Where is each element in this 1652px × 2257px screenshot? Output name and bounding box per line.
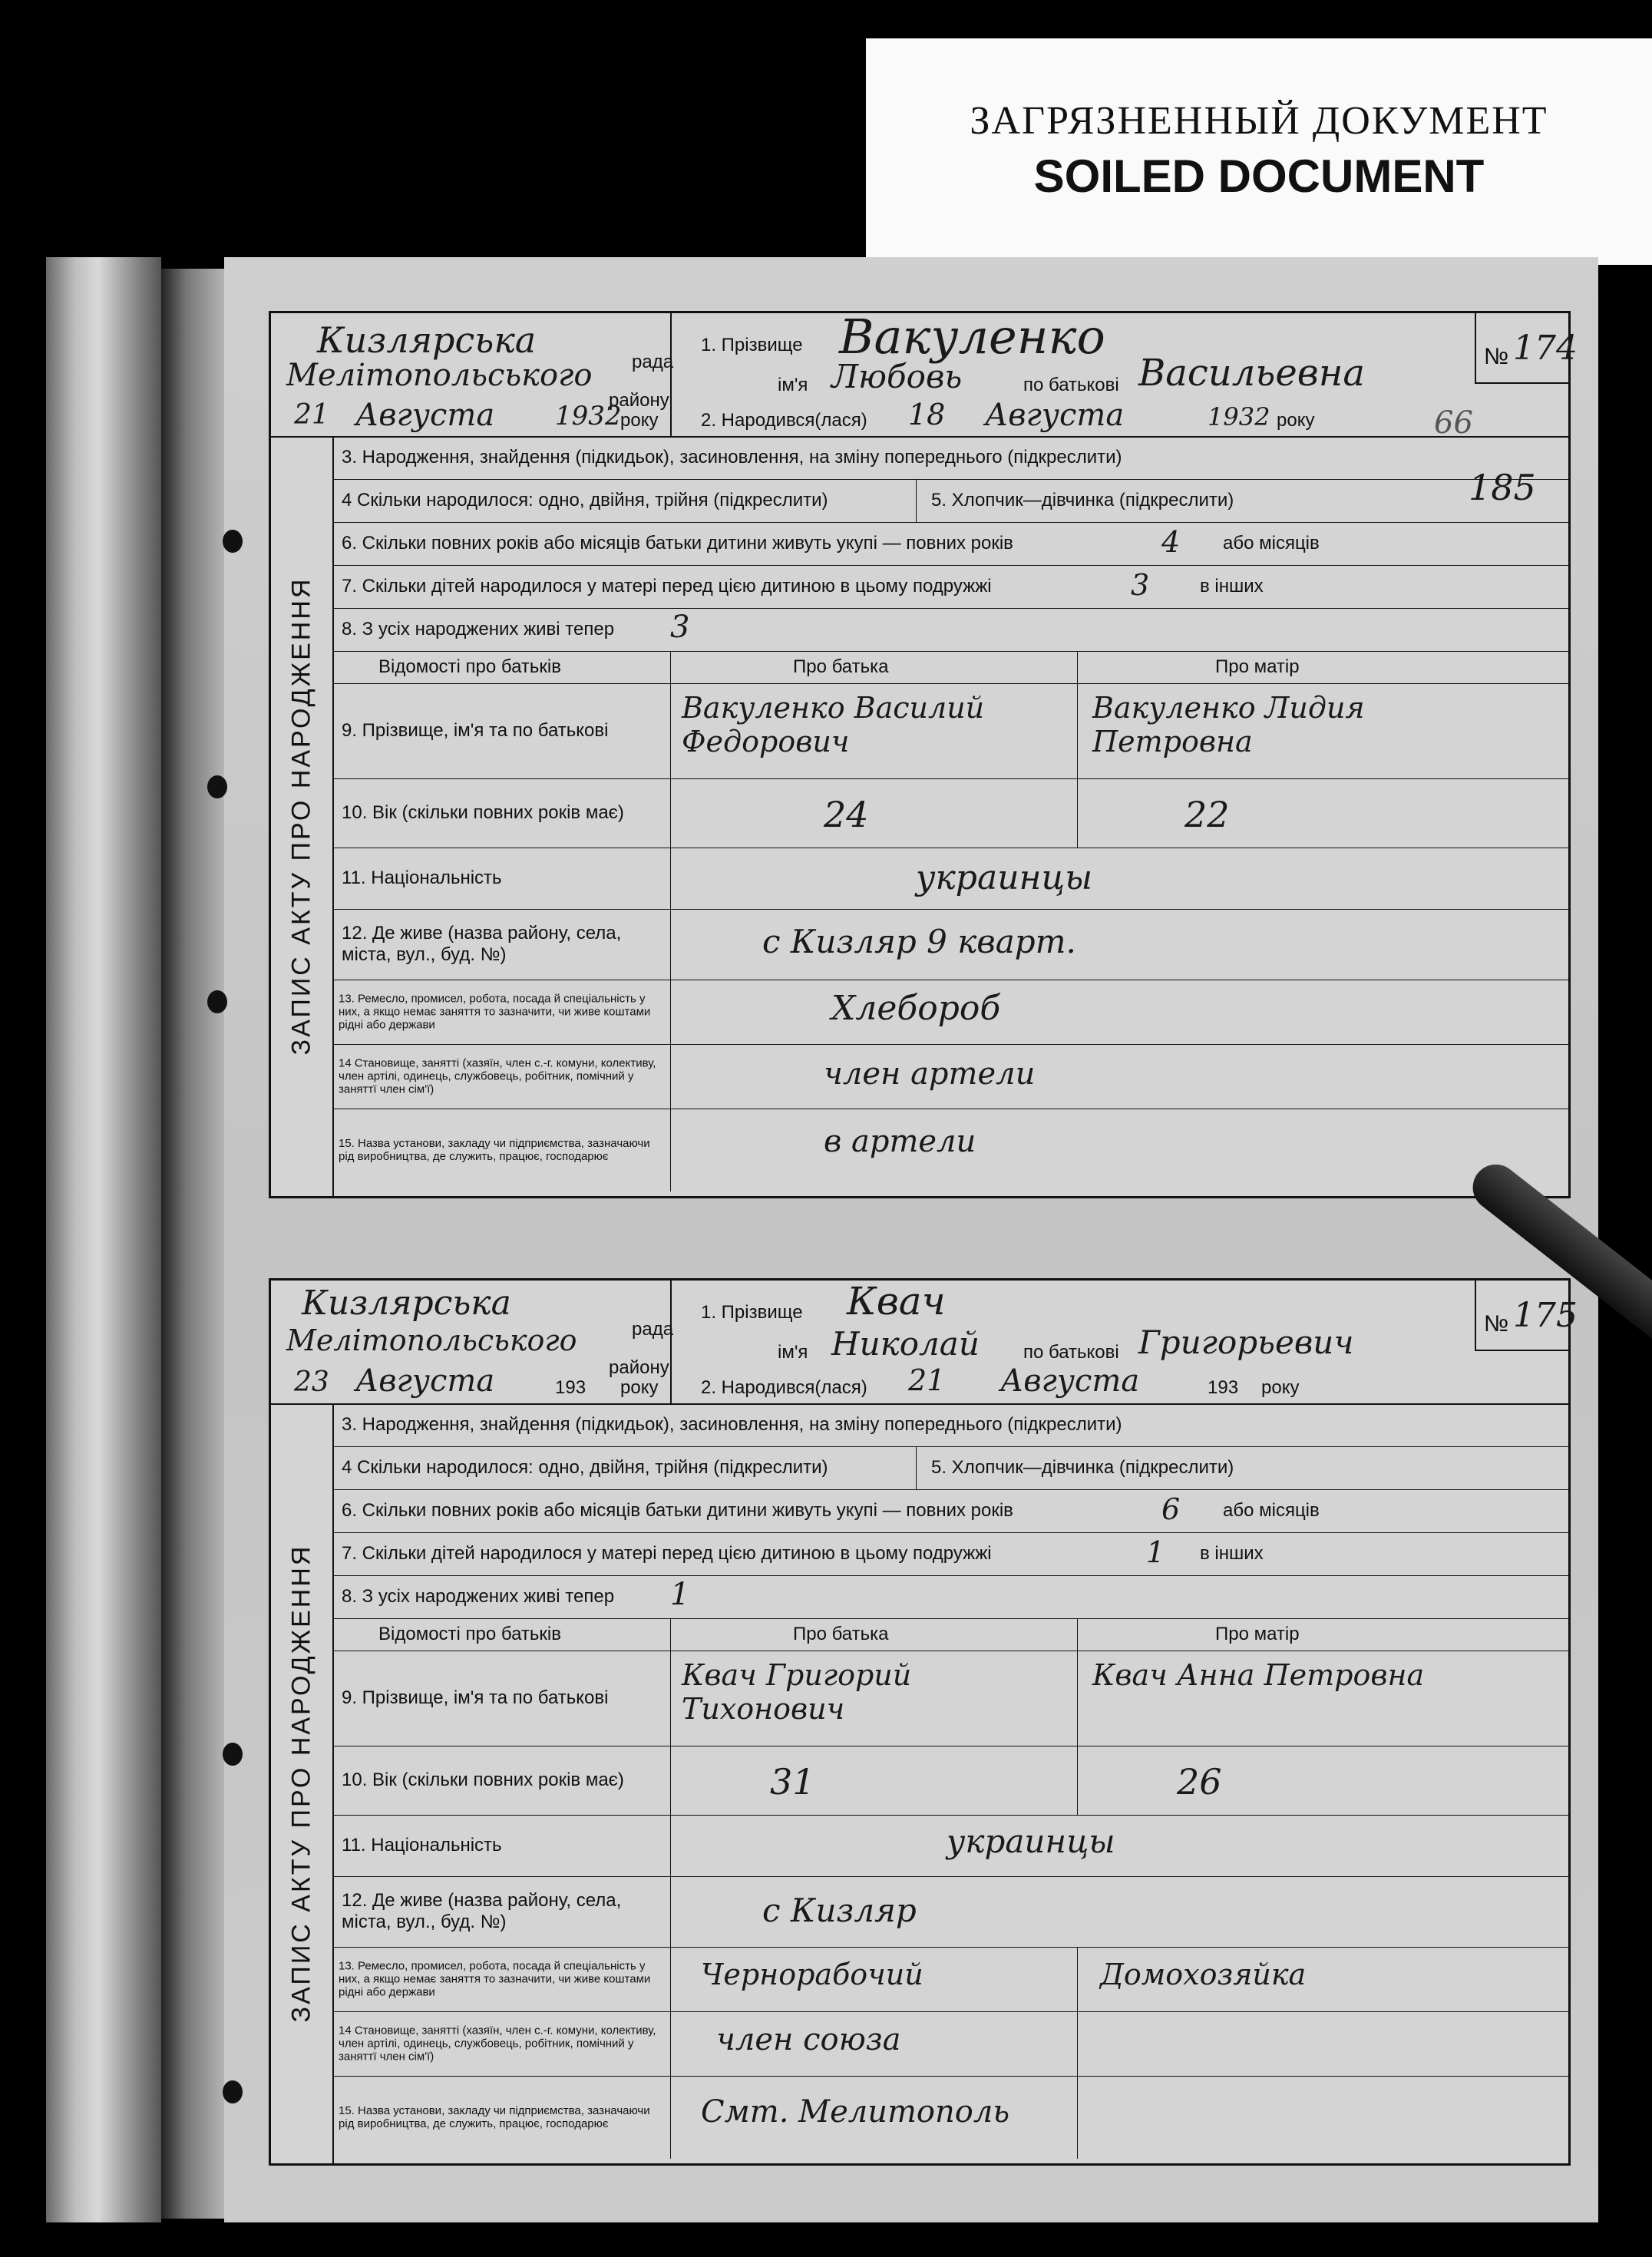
birth-month: Августа (985, 398, 1125, 433)
row-q6: 6. Скільки повних років або місяців батьки дитини живуть укупі — повних років 6 або місяців (332, 1489, 1568, 1533)
birth-year: 1932 (1208, 402, 1270, 431)
children-before: 1 (1146, 1535, 1165, 1569)
margin-note: 185 (1469, 467, 1536, 508)
rada-label: рада (632, 352, 674, 372)
row-q11: 11. Національність украинцы (332, 848, 1568, 910)
record-fields (332, 436, 1568, 1196)
child-patronymic: Васильевна (1138, 352, 1365, 395)
record-number: 175 (1513, 1296, 1578, 1335)
patronymic-label: по батькові (1023, 1342, 1119, 1363)
vertical-title: ЗАПИС АКТУ ПРО НАРОДЖЕННЯ (271, 436, 334, 1196)
number-sign: № (1484, 344, 1509, 369)
record-fields (332, 1403, 1568, 2163)
row-q8: 8. З усіх народжених живі тепер 1 (332, 1575, 1568, 1619)
social-status: член артели (824, 1056, 1036, 1092)
name-label: ім'я (778, 375, 808, 395)
registration-day: 21 (294, 399, 329, 431)
patronymic-label: по батькові (1023, 375, 1119, 395)
row-parents-header: Відомості про батьків Про батька Про матір (332, 651, 1568, 684)
father-age: 24 (824, 794, 869, 835)
residence: с Кизляр 9 кварт. (762, 923, 1076, 960)
social-status: член союза (716, 2022, 901, 2057)
row-q7: 7. Скільки дітей народилося у матері перед цією дитиною в цьому подружжі 3 в інших (332, 565, 1568, 609)
registration-place (271, 1281, 672, 1403)
punch-hole (207, 990, 227, 1013)
row-q8: 8. З усіх народжених живі тепер 3 (332, 608, 1568, 652)
row-parents-header: Відомості про батьків Про батька Про матір (332, 1618, 1568, 1651)
book-binding (46, 257, 161, 2222)
registration-day: 23 (294, 1366, 329, 1398)
record-header (271, 1279, 1578, 1405)
roku-label: року (1261, 1377, 1300, 1398)
row-q9: 9. Прізвище, ім'я та по батькові Вакуленко Василий Федорович Вакуленко Лидия Петровна (332, 683, 1568, 779)
born-label: 2. Народився(лася) (701, 1377, 867, 1398)
row-q10: 10. Вік (скільки повних років має) 31 26 (332, 1746, 1568, 1816)
mother-name: Квач Анна Петровна (1092, 1658, 1425, 1692)
row-q11: 11. Національність украинцы (332, 1815, 1568, 1877)
mother-age: 26 (1177, 1761, 1222, 1803)
workplace: в артели (824, 1124, 976, 1159)
nationality: украинцы (947, 1822, 1115, 1860)
nationality: украинцы (916, 858, 1093, 897)
row-q7: 7. Скільки дітей народилося у матері перед цією дитиною в цьому подружжі 1 в інших (332, 1532, 1568, 1576)
registration-year: 193 (555, 1377, 586, 1398)
row-q13: 13. Ремесло, промисел, робота, посада й спеціальність у них, а якщо немає заняття то зазначити, чи живе коштами рідні або держави Хлебороб (332, 980, 1568, 1045)
label-russian: ЗАГРЯЗНЕННЫЙ ДОКУМЕНТ (970, 99, 1548, 143)
row-q15: 15. Назва установи, закладу чи підприємства, зазначаючи рід виробництва, де служить, працює, господарює Смт. Мелитополь (332, 2076, 1568, 2159)
punch-hole (223, 2080, 243, 2103)
number-sign: № (1484, 1311, 1509, 1337)
years-together: 6 (1161, 1492, 1181, 1526)
surname-label: 1. Прізвище (701, 1302, 803, 1323)
raion-label: району (609, 1357, 669, 1378)
name-label: ім'я (778, 1342, 808, 1363)
father-age: 31 (770, 1761, 815, 1803)
label-english: SOILED DOCUMENT (1033, 150, 1485, 202)
birth-record-175 (269, 1278, 1578, 2166)
child-name: Николай (831, 1325, 980, 1363)
father-occupation: Чернорабочий (701, 1958, 923, 1991)
record-number: 174 (1513, 329, 1578, 368)
binding-shadow (161, 269, 224, 2219)
registration-place (271, 313, 672, 436)
surname-label: 1. Прізвище (701, 335, 803, 355)
residence: с Кизляр (762, 1892, 917, 1929)
mother-age: 22 (1184, 794, 1230, 835)
occupation: Хлебороб (831, 989, 1001, 1028)
row-q12: 12. Де живе (назва району, села, міста, вул., буд. №) с Кизляр 9 кварт. (332, 909, 1568, 980)
vertical-title: ЗАПИС АКТУ ПРО НАРОДЖЕННЯ (271, 1403, 334, 2163)
margin-note: 66 (1434, 405, 1473, 441)
punch-hole (207, 775, 227, 798)
row-q4-q5: 4 Скільки народилося: одно, двійня, трійня (підкреслити) 5. Хлопчик—дівчинка (підкреслити) (332, 1446, 1568, 1490)
row-q6: 6. Скільки повних років або місяців батьки дитини живуть укупі — повних років 4 або місяців (332, 522, 1568, 566)
roku-label: року (620, 410, 659, 431)
rada-label: рада (632, 1319, 674, 1340)
council-name: Кизлярська (302, 1284, 511, 1323)
birth-month: Августа (1000, 1363, 1140, 1399)
row-q14: 14 Становище, занятті (хазяїн, член с.-г. комуни, колективу, член артілі, одинець, службовець, робітник, помічний у заняттї член сім'ї) член союза (332, 2011, 1568, 2077)
registration-year: 1932 (555, 401, 622, 431)
row-q3: 3. Народження, знайдення (підкидьок), засиновлення, на зміну попереднього (підкреслити) (332, 436, 1568, 480)
row-q10: 10. Вік (скільки повних років має) 24 22 (332, 778, 1568, 848)
record-number-box (1475, 313, 1578, 384)
roku-label: року (620, 1377, 659, 1398)
punch-hole (223, 530, 243, 553)
punch-hole (223, 1743, 243, 1766)
row-q4-q5: 4 Скільки народилося: одно, двійня, трійня (підкреслити) 5. Хлопчик—дівчинка (підкреслити) (332, 479, 1568, 523)
living-now: 3 (670, 610, 690, 645)
children-before: 3 (1131, 568, 1150, 602)
registration-month: Августа (355, 1363, 495, 1399)
born-label: 2. Народився(лася) (701, 410, 867, 431)
child-name: Любовь (831, 358, 963, 395)
council-name: Кизлярська (317, 319, 537, 361)
row-q12: 12. Де живе (назва району, села, міста, вул., буд. №) с Кизляр (332, 1876, 1568, 1948)
soiled-document-label (866, 38, 1652, 265)
district-name: Мелітопольського (286, 1323, 577, 1357)
living-now: 1 (670, 1577, 690, 1612)
record-number-box (1475, 1281, 1578, 1351)
raion-label: району (609, 390, 669, 411)
workplace: Смт. Мелитополь (701, 2094, 1010, 2130)
registration-month: Августа (355, 398, 495, 433)
row-q3: 3. Народження, знайдення (підкидьок), засиновлення, на зміну попереднього (підкреслити) (332, 1403, 1568, 1447)
row-q13: 13. Ремесло, промисел, робота, посада й спеціальність у них, а якщо немає заняття то зазначити, чи живе коштами рідні або держави Чернорабочий Домохозяйка (332, 1947, 1568, 2012)
row-q14: 14 Становище, занятті (хазяїн, член с.-г. комуни, колективу, член артілі, одинець, службовець, робітник, помічний у заняттї член сім'ї) член артели (332, 1044, 1568, 1109)
birth-year: 193 (1208, 1377, 1239, 1398)
roku-label: року (1277, 410, 1315, 431)
district-name: Мелітопольського (286, 358, 593, 393)
mother-occupation: Домохозяйка (1100, 1958, 1307, 1991)
birth-record-174 (269, 309, 1578, 1198)
row-q15: 15. Назва установи, закладу чи підприємства, зазначаючи рід виробництва, де служить, працює, господарює в артели (332, 1109, 1568, 1191)
years-together: 4 (1161, 525, 1181, 559)
father-name: Квач Григорий Тихонович (682, 1658, 912, 1726)
child-surname: Вакуленко (839, 309, 1105, 365)
father-name: Вакуленко Василий Федорович (682, 691, 985, 758)
child-surname: Квач (847, 1279, 946, 1323)
row-q9: 9. Прізвище, ім'я та по батькові Квач Григорий Тихонович Квач Анна Петровна (332, 1651, 1568, 1746)
child-patronymic: Григорьевич (1138, 1323, 1354, 1361)
birth-day: 18 (908, 398, 946, 431)
mother-name: Вакуленко Лидия Петровна (1092, 691, 1365, 758)
birth-day: 21 (908, 1363, 946, 1397)
